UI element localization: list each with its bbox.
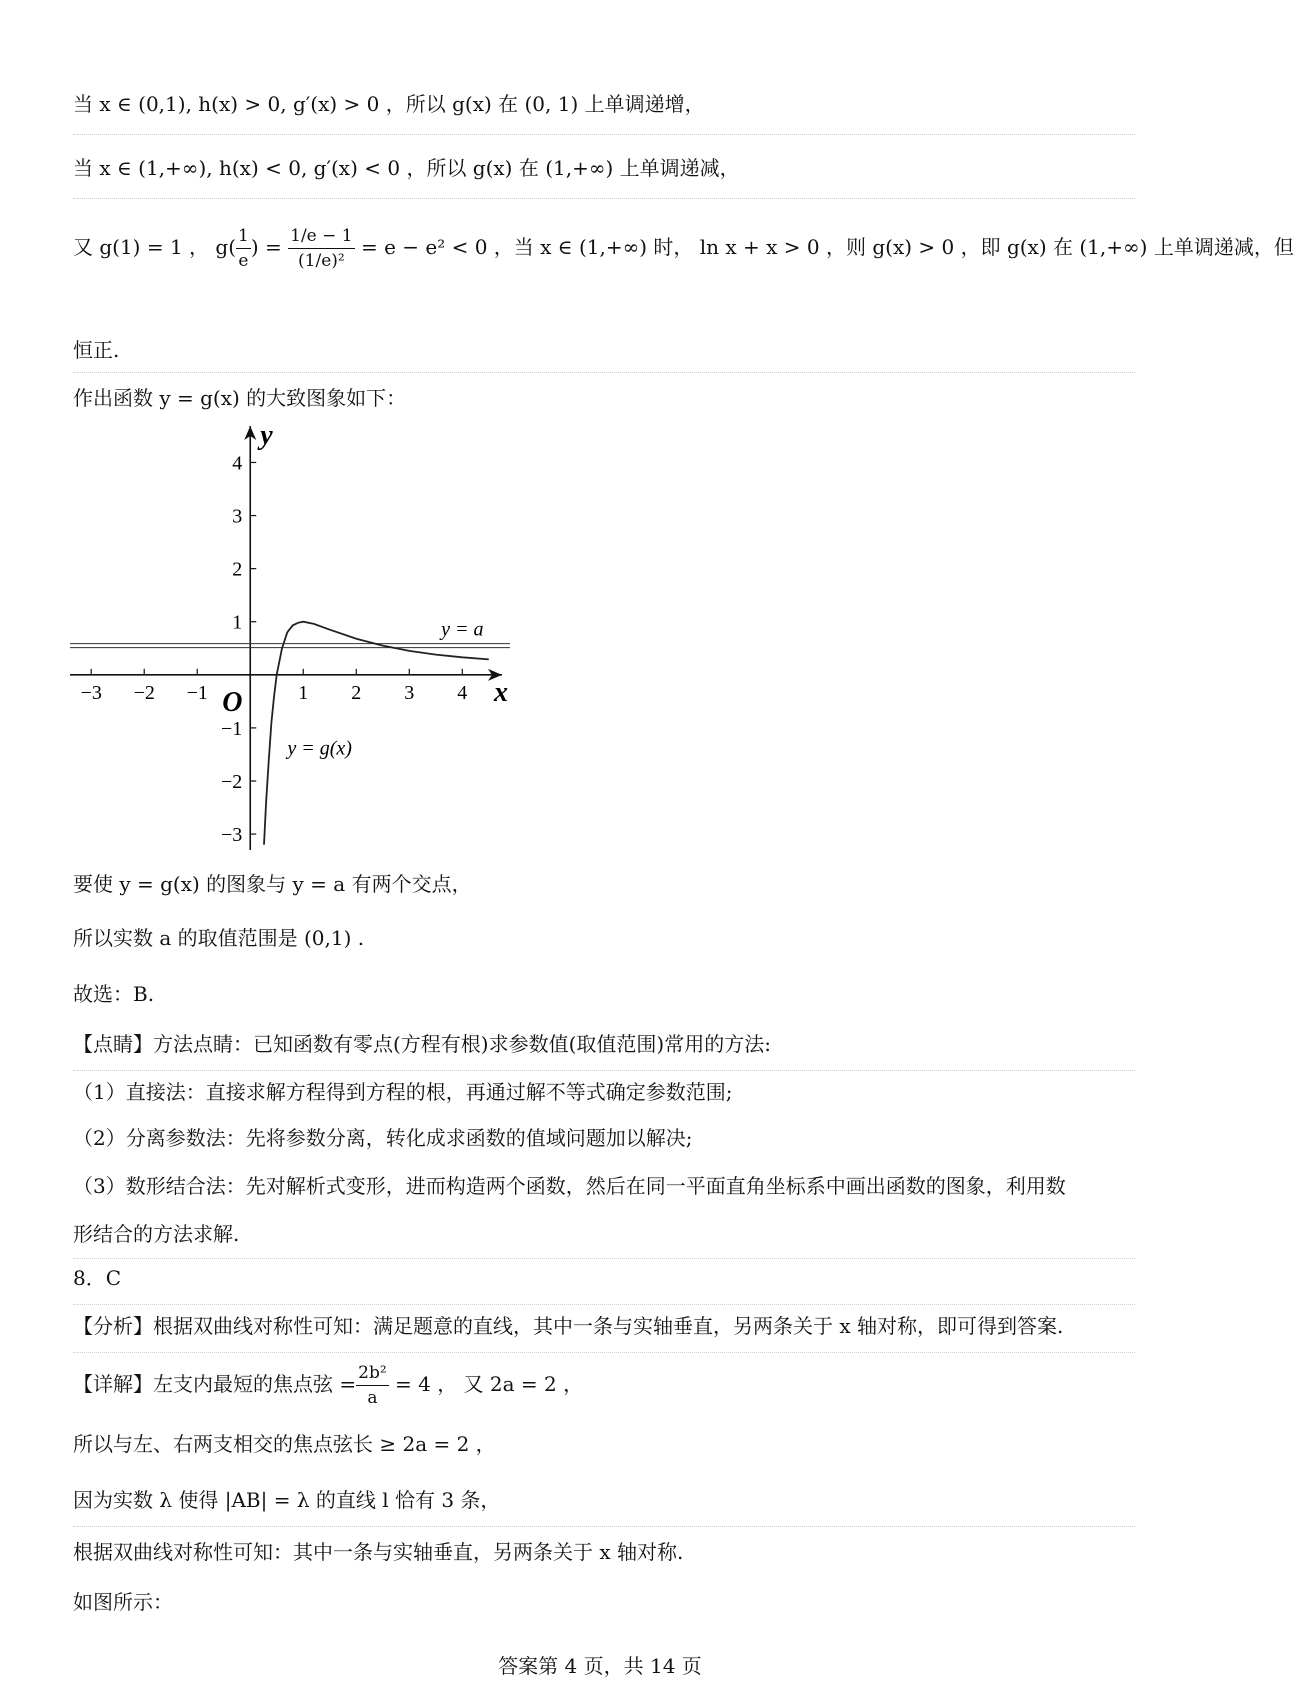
text-line-6: 要使 y = g(x) 的图象与 y = a 有两个交点，: [73, 872, 472, 896]
x-tick-label: 3: [404, 681, 415, 704]
series-curve-g: [264, 622, 489, 845]
text-line-18: 因为实数 λ 使得 |AB| = λ 的直线 l 恰有 3 条，: [73, 1488, 501, 1512]
text-g-close: ) =: [250, 235, 282, 259]
text-line-7: 所以实数 a 的取值范围是 (0,1) .: [73, 926, 365, 950]
y-tick-label: −3: [220, 824, 243, 847]
text-line-15: 【分析】根据双曲线对称性可知：满足题意的直线，其中一条与实轴垂直，另两条关于 x 轴对称，即可得到答案.: [73, 1314, 1064, 1338]
divider: [73, 1304, 1135, 1305]
x-tick-label: 4: [457, 681, 468, 704]
divider: [73, 134, 1135, 135]
function-graph: [70, 420, 510, 850]
y-tick-label: 1: [232, 611, 243, 634]
y-tick-label: 4: [232, 452, 243, 475]
fraction-2b2-over-a: [356, 1361, 389, 1410]
fraction-denominator: e: [238, 251, 249, 271]
text-g-open: g(: [215, 235, 237, 259]
text-line-1: 当 x ∈ (0,1), h(x) > 0, g′(x) > 0 ，所以 g(x) 在 (0, 1) 上单调递增，: [73, 92, 705, 116]
y-tick-label: 3: [232, 505, 243, 528]
divider: [73, 1352, 1135, 1353]
text-g1: 又 g(1) = 1 ，: [73, 235, 210, 259]
y-axis-label: y: [260, 420, 273, 451]
divider: [73, 198, 1135, 199]
text-line-19: 根据双曲线对称性可知：其中一条与实轴垂直，另两条关于 x 轴对称.: [73, 1540, 684, 1564]
text-detail: 【详解】左支内最短的焦点弦 =: [73, 1372, 357, 1396]
x-axis-label: x: [494, 676, 508, 708]
text-line-5: 作出函数 y = g(x) 的大致图象如下：: [73, 386, 407, 410]
text-line-3: [73, 212, 1294, 282]
x-tick-label: 2: [351, 681, 362, 704]
divider: [73, 1526, 1135, 1527]
text-line-10: （1）直接法：直接求解方程得到方程的根，再通过解不等式确定参数范围;: [73, 1080, 733, 1104]
text-line-9: 【点睛】方法点睛：已知函数有零点(方程有根)求参数值(取值范围)常用的方法:: [73, 1032, 771, 1056]
x-tick-label: −3: [80, 681, 102, 704]
origin-label: O: [222, 686, 243, 718]
text-line-8: 故选：B.: [73, 982, 155, 1006]
y-tick-label: 2: [232, 558, 243, 581]
text-line-20: 如图所示：: [73, 1590, 173, 1614]
text-line-2: 当 x ∈ (1,+∞), h(x) < 0, g′(x) < 0 ，所以 g(x) 在 (1,+∞) 上单调递减，: [73, 156, 740, 180]
divider: [73, 372, 1135, 373]
x-tick-label: −2: [133, 681, 155, 704]
page-footer: 答案第 4 页，共 14 页: [498, 1654, 702, 1678]
fraction-numerator: 1/e − 1: [288, 224, 354, 249]
divider: [73, 1070, 1135, 1071]
fraction-denominator: (1/e)²: [298, 251, 345, 271]
annotation-y-equals-a: y = a: [441, 618, 484, 641]
annotation-y-equals-g: y = g(x): [287, 737, 352, 760]
text-rest: = e − e² < 0 ，当 x ∈ (1,+∞) 时， ln x + x > 0 ，则 g(x) > 0 ，即 g(x) 在 (1,+∞) 上单调递减，但: [360, 235, 1294, 259]
text-line-17: 所以与左、右两支相交的焦点弦长 ≥ 2a = 2 ，: [73, 1432, 496, 1456]
text-line-13: 形结合的方法求解.: [73, 1222, 240, 1246]
y-tick-label: −1: [220, 717, 243, 740]
fraction-one-over-e: [236, 224, 251, 273]
divider: [73, 1258, 1135, 1259]
fraction-denominator: a: [367, 1388, 378, 1408]
text-line-14: 8．C: [73, 1266, 122, 1290]
y-tick-label: −2: [220, 770, 243, 793]
x-tick-label: 1: [298, 681, 309, 704]
text-line-11: （2）分离参数法：先将参数分离，转化成求函数的值域问题加以解决;: [73, 1126, 693, 1150]
text-line-16: [73, 1356, 583, 1412]
fraction-numerator: 2b²: [356, 1361, 389, 1386]
text-rest: = 4 ， 又 2a = 2 ，: [395, 1372, 584, 1396]
fraction-numerator: 1: [236, 224, 251, 249]
text-line-12: （3）数形结合法：先对解析式变形，进而构造两个函数，然后在同一平面直角坐标系中画出函数的图象，利用数: [73, 1174, 1066, 1198]
x-tick-label: −1: [186, 681, 208, 704]
fraction-big: [288, 224, 354, 273]
text-line-4: 恒正.: [73, 338, 120, 362]
